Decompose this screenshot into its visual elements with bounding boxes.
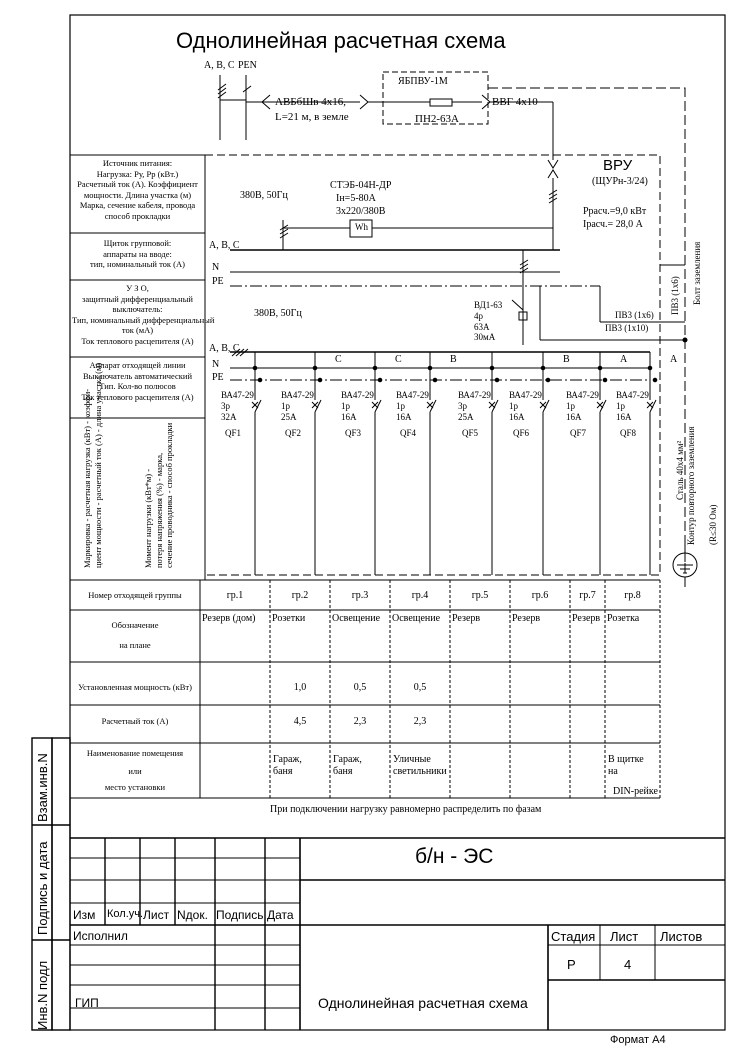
breaker-model: ВА47-29 xyxy=(341,390,374,400)
group-place: В щитке xyxy=(608,754,644,765)
stamp-list: Лист xyxy=(610,929,639,944)
stamp-ispolnil: Исполнил xyxy=(73,929,128,943)
group-number: гр.4 xyxy=(411,590,429,601)
breaker-name: QF1 xyxy=(225,428,242,438)
group-power: 0,5 xyxy=(413,682,427,693)
supply-box-label: ЯБПВУ-1М xyxy=(398,76,448,87)
breaker-rating: 25А xyxy=(458,412,474,422)
n-node xyxy=(428,366,432,370)
group-place: Гараж, xyxy=(273,754,302,765)
stamp-drawing-name: Однолинейная расчетная схема xyxy=(318,995,528,1011)
supply-cable1-length: L=21 м, в земле xyxy=(275,111,349,123)
row-label-power: Установленная мощность (кВт) xyxy=(78,682,192,692)
format-label: Формат А4 xyxy=(610,1034,666,1046)
breaker-model: ВА47-29 xyxy=(616,390,649,400)
breaker-name: QF8 xyxy=(620,428,637,438)
breaker-name: QF4 xyxy=(400,428,417,438)
group-number: гр.1 xyxy=(226,590,244,601)
pe-node xyxy=(318,378,322,382)
n-node xyxy=(541,366,545,370)
left-labels-rcd: У З О, защитный дифференциальный выключатель: Тип, номинальный дифференциальный ток (мА) Ток теплового расцепителя (А) xyxy=(72,283,215,346)
group-designation: Освещение xyxy=(392,613,441,624)
meter-current: Iн=5-80А xyxy=(336,193,376,204)
vru-name: ВРУ xyxy=(603,157,633,174)
meter-voltage: 380В, 50Гц xyxy=(240,190,288,201)
breaker-poles: 1р xyxy=(616,401,625,411)
breaker-poles: 1р xyxy=(566,401,575,411)
side-stamp-vzam: Взам.инв.N xyxy=(35,753,50,822)
row-label-group: Номер отходящей группы xyxy=(88,590,182,600)
side-stamp-inv: Инв.N подл xyxy=(35,960,50,1030)
supply-cable2: ВВГ 4х10 xyxy=(492,96,538,108)
table-note: При подключении нагрузку равномерно распределить по фазам xyxy=(270,804,542,815)
left-labels-breaker: Аппарат отходящей линии Выключатель автоматический Тип. Кол-во полюсов Ток теплового расцепителя (А) xyxy=(81,360,194,402)
supply-cable1: АВБбШв 4х16, xyxy=(275,96,346,108)
breaker-poles: 1р xyxy=(281,401,290,411)
row-label-place-3: место установки xyxy=(104,782,166,792)
group-place: Гараж, xyxy=(333,754,362,765)
group-current: 2,3 xyxy=(353,716,367,727)
steel-label: Сталь 40х4 мм² xyxy=(675,440,685,500)
breaker-name: QF6 xyxy=(513,428,530,438)
group-power: 1,0 xyxy=(293,682,307,693)
row-label-designation-2: на плане xyxy=(119,640,151,650)
input-bus-n: N xyxy=(212,262,220,273)
breaker-name: QF2 xyxy=(285,428,302,438)
breaker-model: ВА47-29 xyxy=(566,390,599,400)
breaker-rating: 16А xyxy=(341,412,357,422)
group-designation: Резерв xyxy=(452,613,481,624)
breaker-name: QF5 xyxy=(462,428,479,438)
breaker-name: QF7 xyxy=(570,428,587,438)
stamp-col-ndok: Nдок. xyxy=(177,908,208,922)
group-number: гр.7 xyxy=(579,590,596,601)
group-place-extra: DIN-рейке xyxy=(613,786,658,797)
breaker-rating: 32А xyxy=(221,412,237,422)
stamp-col-list: Лист xyxy=(143,908,170,922)
breaker-phase: A xyxy=(670,354,678,365)
group-bus-abc: A, B, C xyxy=(209,343,240,354)
group-designation: Розетки xyxy=(272,613,306,624)
breaker-phase: A xyxy=(620,354,628,365)
row-label-place: Наименование помещения xyxy=(86,748,184,758)
breaker-model: ВА47-29 xyxy=(396,390,429,400)
rcd-model: ВД1-63 xyxy=(474,300,503,310)
group-bus-n: N xyxy=(212,359,220,370)
stamp-stadia: Стадия xyxy=(551,929,596,944)
breaker-phase: B xyxy=(563,354,570,365)
group-number: гр.3 xyxy=(351,590,369,601)
group-number: гр.5 xyxy=(471,590,489,601)
vru-i-calc: Iрасч.= 28,0 А xyxy=(583,219,643,230)
vru-type: (ЩУРн-3/24) xyxy=(592,176,648,187)
left-labels-supply: Источник питания: Нагрузка: Ру, Рр (кВт.) Расчетный ток (А). Коэффициент мощности. Длина участка (м) Марка, сечение кабеля, провода способ прокладки xyxy=(77,158,198,221)
pe-node xyxy=(258,378,262,382)
left-labels-panel: Щиток групповой: аппараты на вводе: тип, номинальный ток (А) xyxy=(90,238,185,269)
pe-node xyxy=(495,378,499,382)
input-bus-abc: A, B, C xyxy=(209,240,240,251)
breaker-poles: 3р xyxy=(221,401,230,411)
vru-p-calc: Ррасч.=9,0 кВт xyxy=(583,206,647,217)
ground-bolt-label: Болт заземления xyxy=(692,241,702,305)
stamp-list-value: 4 xyxy=(624,957,632,972)
pe-node xyxy=(603,378,607,382)
breaker-poles: 3р xyxy=(458,401,467,411)
group-designation: Резерв xyxy=(572,613,601,624)
stamp-col-podp: Подпись xyxy=(216,908,264,922)
page-title: Однолинейная расчетная схема xyxy=(176,28,506,53)
rcd-poles: 4р xyxy=(474,311,483,321)
side-stamp-podpis: Подпись и дата xyxy=(35,841,50,935)
pv3-vertical: ПВ3 (1х6) xyxy=(670,276,680,315)
breaker-phase: B xyxy=(450,354,457,365)
row-label-place-2: или xyxy=(128,766,142,776)
breaker-poles: 1р xyxy=(396,401,405,411)
group-number: гр.2 xyxy=(291,590,309,601)
breaker-model: ВА47-29 xyxy=(458,390,491,400)
group-place: баня xyxy=(273,766,293,777)
group-bus-pe: PE xyxy=(212,372,224,383)
pe-node xyxy=(433,378,437,382)
breaker-model: ВА47-29 xyxy=(221,390,254,400)
group-designation: Розетка xyxy=(607,613,640,624)
stamp-listov: Листов xyxy=(660,929,703,944)
group-designation: Освещение xyxy=(332,613,381,624)
breaker-rating: 16А xyxy=(616,412,632,422)
stamp-gip: ГИП xyxy=(75,996,99,1010)
pe-node xyxy=(378,378,382,382)
row-label-designation: Обозначение xyxy=(111,620,159,630)
breaker-rating: 16А xyxy=(396,412,412,422)
n-node xyxy=(648,366,652,370)
group-place: светильники xyxy=(393,766,447,777)
supply-phases: A, B, C xyxy=(204,60,235,71)
stamp-col-izm: Изм xyxy=(73,908,96,922)
drawing-code: б/н - ЭС xyxy=(415,845,494,868)
breaker-phase: C xyxy=(335,354,342,365)
stamp-col-data: Дата xyxy=(267,908,294,922)
breaker-poles: 1р xyxy=(509,401,518,411)
n-node xyxy=(490,366,494,370)
group-number: гр.8 xyxy=(624,590,641,601)
group-place: Уличные xyxy=(393,754,431,765)
breaker-name: QF3 xyxy=(345,428,362,438)
group-current: 2,3 xyxy=(413,716,427,727)
n-node xyxy=(313,366,317,370)
breaker-poles: 1р xyxy=(341,401,350,411)
row-label-current: Расчетный ток (А) xyxy=(101,716,169,726)
rcd-current: 63А xyxy=(474,322,490,332)
breaker-rating: 16А xyxy=(509,412,525,422)
contour-r-label: (R≤30 Ом) xyxy=(708,504,718,545)
left-vertical-1: Маркировка - расчетная нагрузка (кВт) - коэффи- циент мощности - расчетный ток (А) - длина участка (м) xyxy=(82,362,103,568)
group-current: 4,5 xyxy=(293,716,307,727)
group-voltage: 380В, 50Гц xyxy=(254,308,302,319)
group-designation: Резерв (дом) xyxy=(202,613,256,624)
breaker-rating: 25А xyxy=(281,412,297,422)
pv3-2: ПВ3 (1х10) xyxy=(605,323,649,333)
breaker-phase: C xyxy=(395,354,402,365)
n-node xyxy=(253,366,257,370)
group-power: 0,5 xyxy=(353,682,367,693)
supply-fuse-label: ПН2-63А xyxy=(415,113,459,125)
meter-model: СТЭБ-04Н-ДР xyxy=(330,180,392,191)
pe-node xyxy=(653,378,657,382)
group-number: гр.6 xyxy=(531,590,549,601)
meter-wh: Wh xyxy=(355,222,368,232)
rcd-leak: 30мА xyxy=(474,332,496,342)
group-designation: Резерв xyxy=(512,613,541,624)
breaker-model: ВА47-29 xyxy=(509,390,542,400)
stamp-stadia-value: Р xyxy=(567,957,576,972)
pe-node xyxy=(546,378,550,382)
n-node xyxy=(598,366,602,370)
supply-pen: PEN xyxy=(238,60,257,71)
stamp-col-kol: Кол.уч. xyxy=(107,908,144,920)
group-place: баня xyxy=(333,766,353,777)
left-vertical-2: Момент нагрузки (кВт*м) - потеря напряжения (%) - марка, сечение проводника - способ прокладки xyxy=(143,422,174,568)
breaker-rating: 16А xyxy=(566,412,582,422)
meter-voltage2: 3х220/380В xyxy=(336,206,386,217)
input-bus-pe: PE xyxy=(212,276,224,287)
n-node xyxy=(373,366,377,370)
breaker-model: ВА47-29 xyxy=(281,390,314,400)
pv3-1: ПВ3 (1х6) xyxy=(615,310,654,320)
group-place: на xyxy=(608,766,618,777)
contour-label: Контур повторного заземления xyxy=(686,426,696,545)
